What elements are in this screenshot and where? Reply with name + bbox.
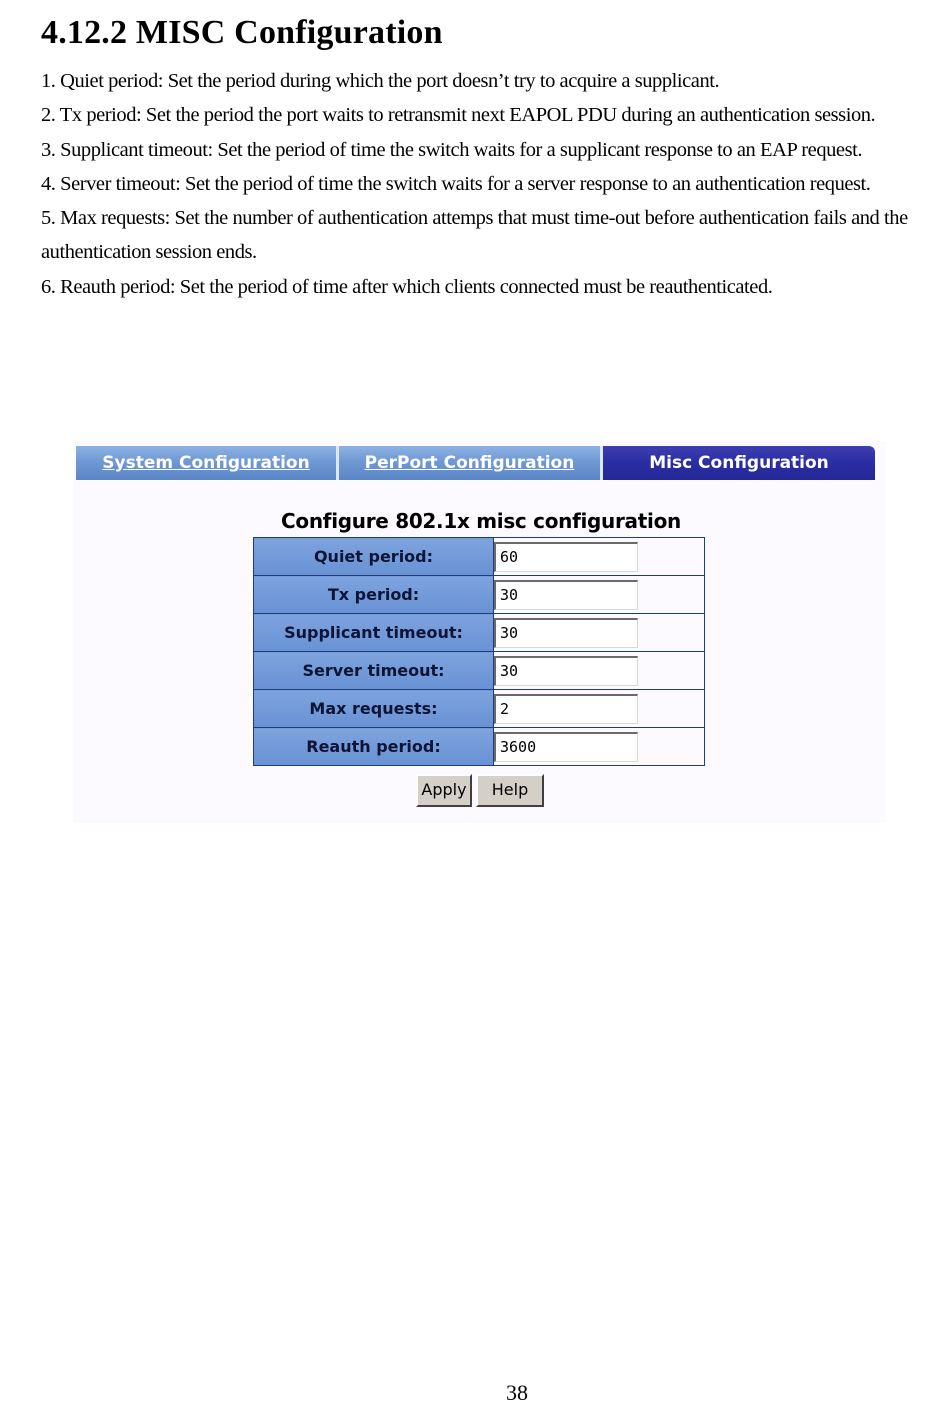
reauth-period-input[interactable] — [494, 732, 638, 762]
supplicant-timeout-input[interactable] — [494, 618, 638, 648]
reauth-period-cell — [494, 728, 705, 766]
description-reauth-period: 6. Reauth period: Set the period of time after which clients connected must be reauthenticated. — [41, 275, 773, 298]
description-list — [41, 64, 931, 304]
tab-system-configuration[interactable]: System Configuration — [76, 446, 336, 480]
table-row — [254, 652, 705, 690]
form-title: Configure 802.1x misc configuration — [281, 509, 681, 533]
description-server-timeout: 4. Server timeout: Set the period of time the switch waits for a server response to an authentication request. — [41, 172, 871, 195]
description-supplicant-timeout: 3. Supplicant timeout: Set the period of time the switch waits for a supplicant response to an EAP request. — [41, 138, 863, 161]
server-timeout-label: Server timeout: — [254, 652, 494, 690]
quiet-period-cell — [494, 538, 705, 576]
supplicant-timeout-label: Supplicant timeout: — [254, 614, 494, 652]
quiet-period-input[interactable] — [494, 542, 638, 572]
misc-configuration-screenshot — [73, 441, 885, 823]
section-title: 4.12.2 MISC Configuration — [41, 14, 443, 51]
tx-period-label: Tx period: — [254, 576, 494, 614]
max-requests-label: Max requests: — [254, 690, 494, 728]
page-number: 38 — [506, 1380, 528, 1405]
max-requests-input[interactable] — [494, 694, 638, 724]
max-requests-cell — [494, 690, 705, 728]
table-row — [254, 538, 705, 576]
server-timeout-cell — [494, 652, 705, 690]
tab-misc-configuration[interactable]: Misc Configuration — [603, 446, 875, 480]
tx-period-cell — [494, 576, 705, 614]
table-row — [254, 614, 705, 652]
description-tx-period: 2. Tx period: Set the period the port waits to retransmit next EAPOL PDU during an authentication session. — [41, 104, 876, 127]
table-row — [254, 728, 705, 766]
quiet-period-label: Quiet period: — [254, 538, 494, 576]
tab-perport-configuration[interactable]: PerPort Configuration — [339, 446, 600, 480]
description-quiet-period: 1. Quiet period: Set the period during which the port doesn’t try to acquire a supplicant. — [41, 70, 720, 92]
table-row — [254, 576, 705, 614]
server-timeout-input[interactable] — [494, 656, 638, 686]
table-row — [254, 690, 705, 728]
tab-bar — [76, 446, 884, 480]
reauth-period-label: Reauth period: — [254, 728, 494, 766]
supplicant-timeout-cell — [494, 614, 705, 652]
help-button[interactable]: Help — [476, 774, 544, 807]
apply-button[interactable]: Apply — [416, 774, 472, 807]
tx-period-input[interactable] — [494, 580, 638, 610]
description-max-requests: 5. Max requests: Set the number of authentication attemps that must time-out before authentication fails and the authentication session ends. — [41, 207, 908, 264]
misc-config-table — [253, 537, 705, 766]
